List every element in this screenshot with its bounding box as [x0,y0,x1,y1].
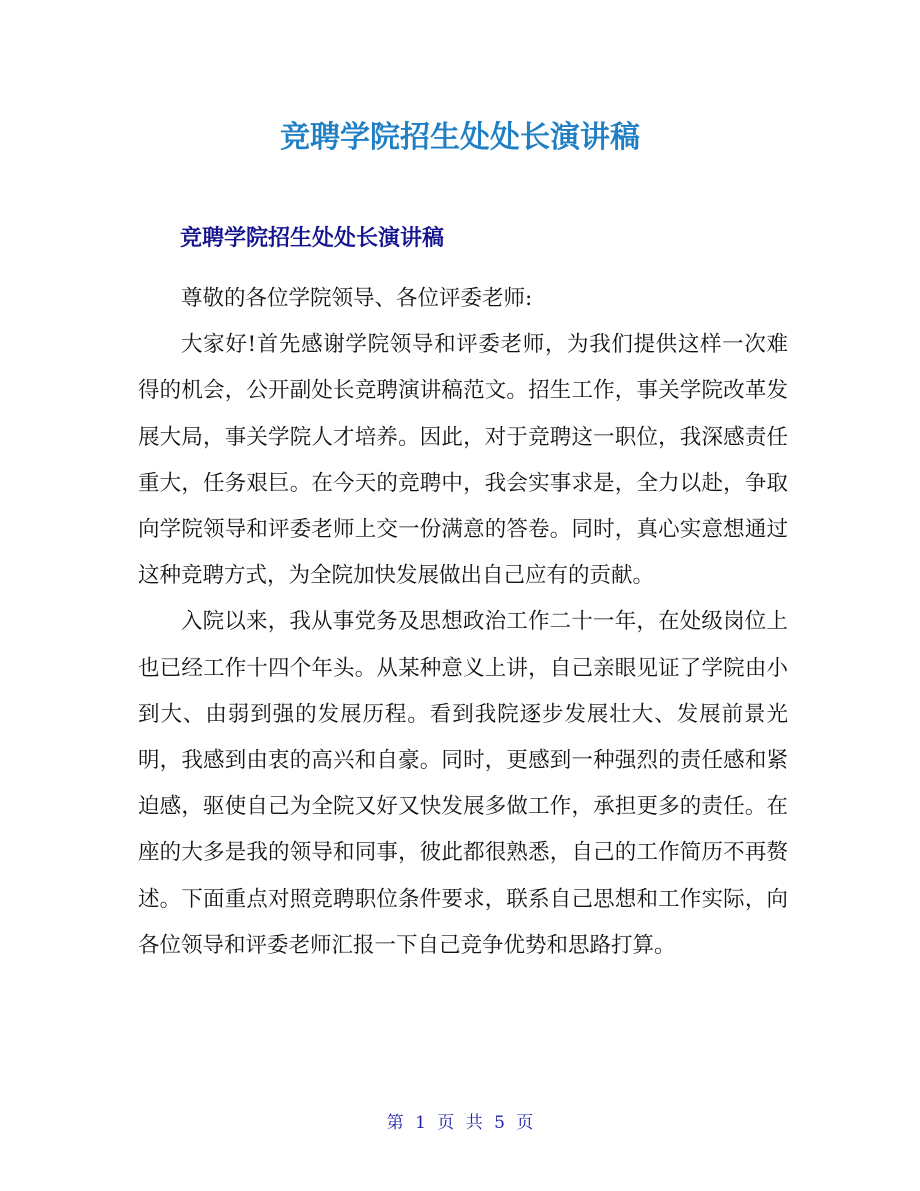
document-title: 竞聘学院招生处处长演讲稿 [280,120,640,155]
body-paragraph: 入院以来，我从事党务及思想政治工作二十一年，在处级岗位上也已经工作十四个年头。从某种意义上讲，自己亲眼见证了学院由小到大、由弱到强的发展历程。看到我院逐步发展壮大、发展前景光明，我感到由衷的高兴和自豪。同时，更感到一种强烈的责任感和紧迫感，驱使自己为全院又好又快发展多做工作，承担更多的责任。在座的大多是我的领导和同事，彼此都很熟悉，自己的工作简历不再赘述。下面重点对照竞聘职位条件要求，联系自己思想和工作实际，向各位领导和评委老师汇报一下自己竞争优势和思路打算。 [138,609,788,958]
page-number-footer: 第 1 页 共 5 页 [386,1113,534,1133]
document-body [138,276,788,969]
section-heading: 竞聘学院招生处处长演讲稿 [180,226,445,251]
body-paragraph: 大家好!首先感谢学院领导和评委老师，为我们提供这样一次难得的机会，公开副处长竞聘演讲稿范文。招生工作，事关学院改革发展大局，事关学院人才培养。因此，对于竞聘这一职位，我深感责任重大，任务艰巨。在今天的竞聘中，我会实事求是，全力以赴，争取向学院领导和评委老师上交一份满意的答卷。同时，真心实意想通过这种竞聘方式，为全院加快发展做出自己应有的贡献。 [138,332,788,589]
salutation-paragraph: 尊敬的各位学院领导、各位评委老师: [181,286,533,311]
